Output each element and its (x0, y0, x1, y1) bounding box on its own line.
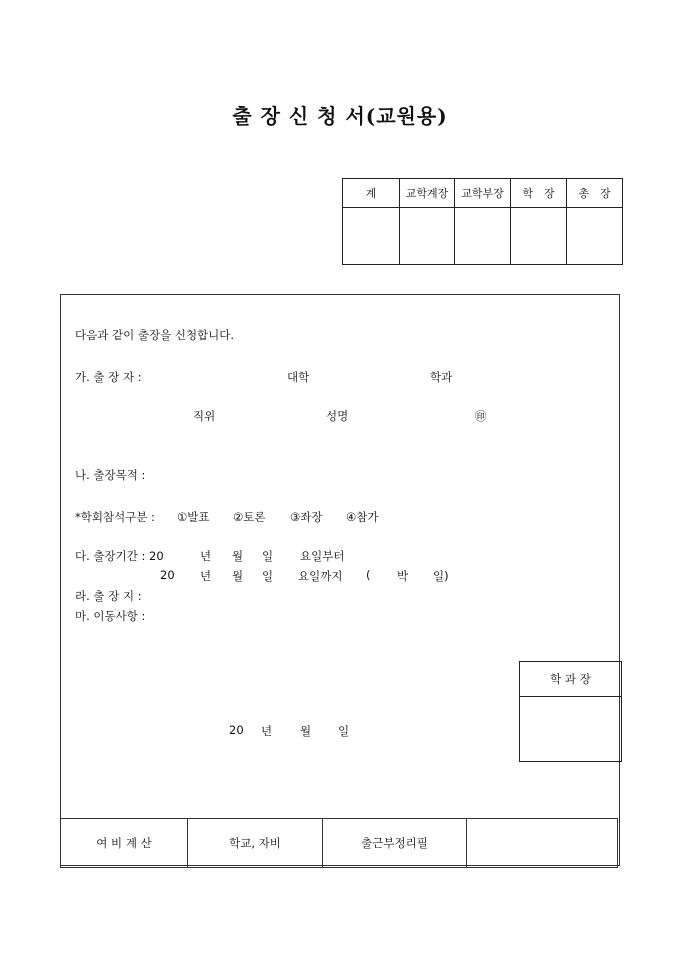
conference-label: *학회참석구분 : (75, 510, 155, 524)
conference-option-attend[interactable]: ④참가 (346, 510, 379, 524)
approval-header-section-chief: 교학계장 (400, 179, 455, 208)
period-start-day-unit: 일 (262, 549, 274, 563)
period-start-year-unit: 년 (200, 549, 212, 563)
position-label: 직위 (193, 409, 216, 423)
date-month-unit: 월 (300, 724, 312, 738)
approval-sign-box[interactable] (567, 208, 623, 265)
document-title: 출 장 신 청 서(교원용) (232, 104, 448, 128)
dept-head-box (519, 661, 622, 762)
period-end-day-unit: 일 (262, 569, 274, 583)
footer-attendance-label: 출근부정리필 (323, 819, 467, 868)
footer-table (60, 818, 618, 868)
nights-open-paren: ( (366, 568, 371, 582)
destination-label: 라. 출 장 지 : (75, 589, 142, 603)
period-end-weekday-unit: 요일까지 (298, 569, 343, 583)
college-suffix: 대학 (287, 370, 310, 384)
conference-option-chair[interactable]: ③좌장 (290, 510, 323, 524)
approval-header-president: 총 장 (567, 179, 623, 208)
period-end-year: 20 (160, 568, 175, 582)
approval-table (342, 178, 623, 265)
date-year-unit: 년 (261, 724, 273, 738)
dept-head-sign-box[interactable] (520, 697, 622, 762)
days-unit: 일) (433, 569, 449, 583)
period-label: 다. 출장기간 : 20 (75, 549, 164, 563)
purpose-label: 나. 출장목적 : (75, 468, 146, 482)
date-year: 20 (229, 723, 244, 737)
conference-option-presentation[interactable]: ①발표 (177, 510, 210, 524)
approval-header-clerk: 계 (343, 179, 400, 208)
nights-unit: 박 (397, 569, 409, 583)
footer-funding-label: 학교, 자비 (188, 819, 323, 868)
approval-header-department-chief: 교학부장 (455, 179, 511, 208)
dept-head-label: 학 과 장 (520, 662, 622, 697)
name-label: 성명 (326, 409, 349, 423)
conference-option-discussion[interactable]: ②토론 (233, 510, 266, 524)
department-suffix: 학과 (430, 370, 453, 384)
period-end-year-unit: 년 (200, 569, 212, 583)
intro-text: 다음과 같이 출장을 신청합니다. (75, 328, 235, 342)
footer-travel-expense-label: 여 비 계 산 (61, 819, 188, 868)
approval-header-dean: 학 장 (511, 179, 567, 208)
period-start-weekday-unit: 요일부터 (300, 549, 345, 563)
footer-blank-cell[interactable] (467, 819, 618, 868)
period-start-month-unit: 월 (232, 549, 244, 563)
seal-mark: ㊞ (475, 409, 487, 423)
date-day-unit: 일 (338, 724, 350, 738)
approval-sign-box[interactable] (400, 208, 455, 265)
traveler-label: 가. 출 장 자 : (75, 370, 142, 384)
period-end-month-unit: 월 (232, 569, 244, 583)
approval-sign-box[interactable] (511, 208, 567, 265)
approval-sign-box[interactable] (343, 208, 400, 265)
approval-sign-box[interactable] (455, 208, 511, 265)
transport-label: 마. 이동사항 : (75, 609, 146, 623)
